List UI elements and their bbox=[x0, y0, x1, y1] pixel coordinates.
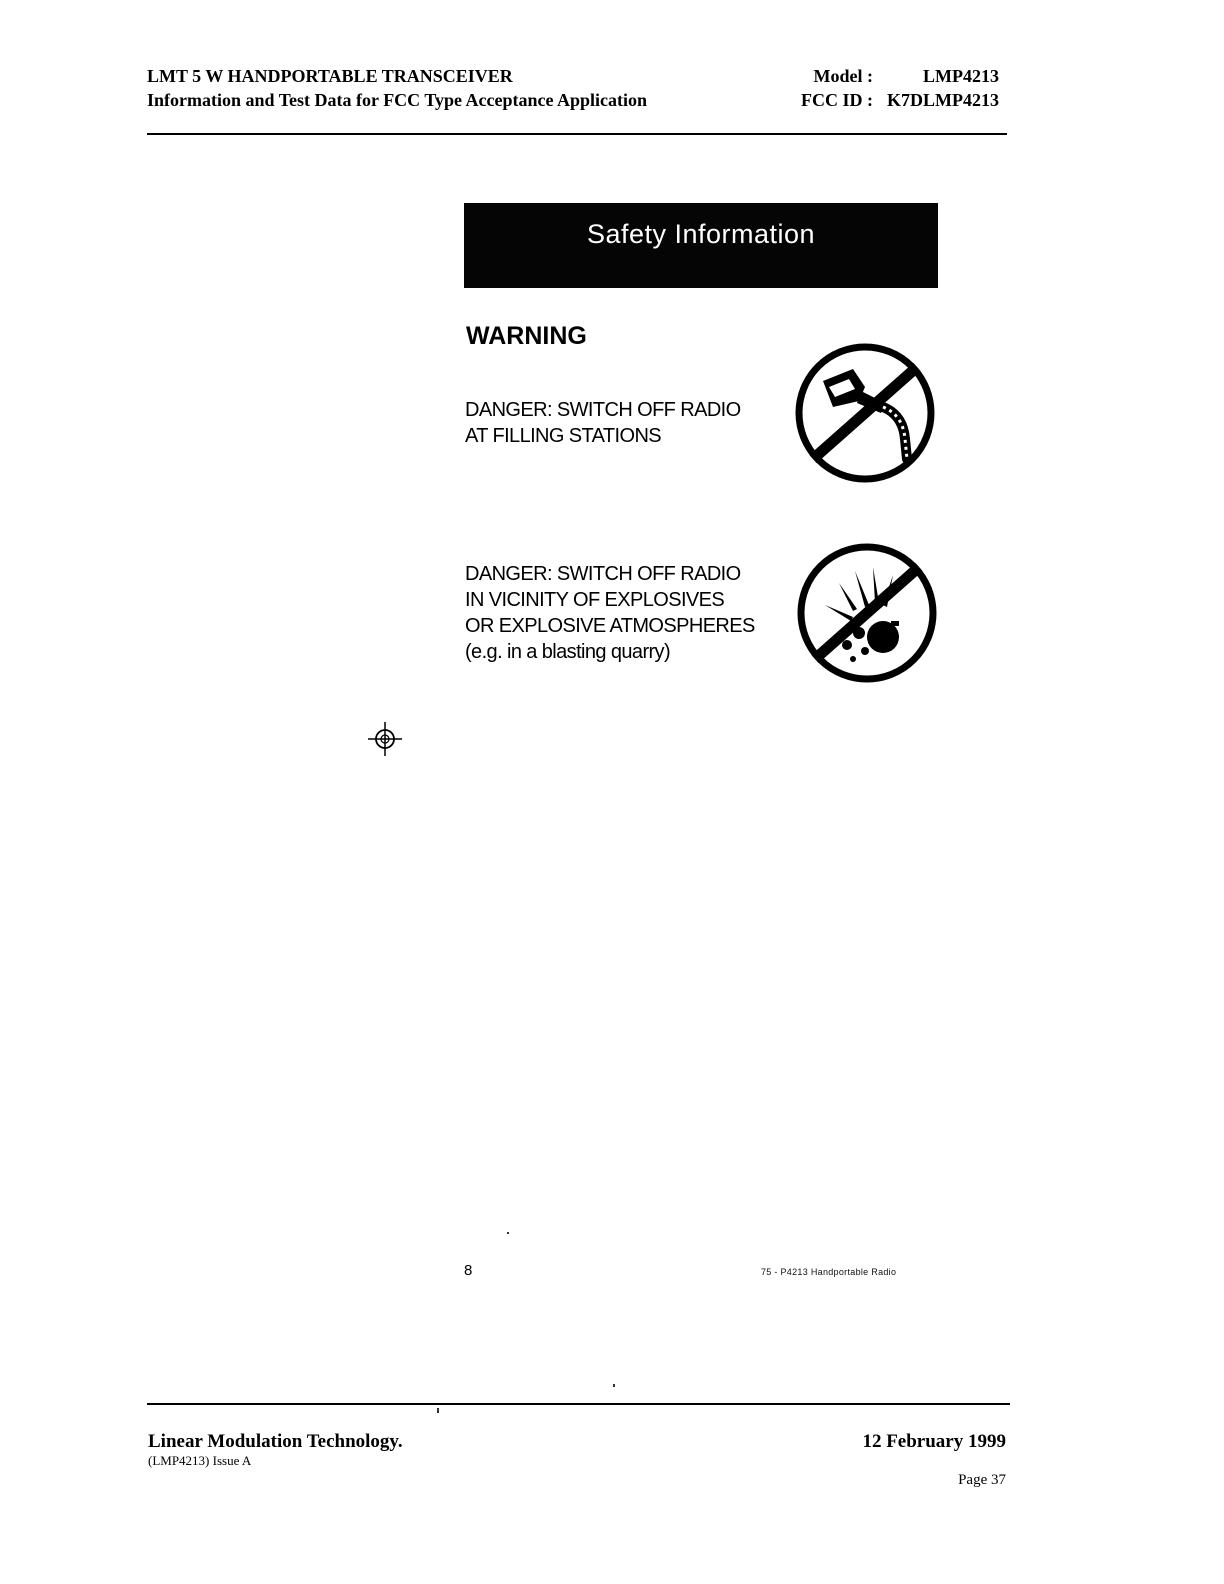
scan-speck bbox=[613, 1384, 615, 1387]
model-label: Model : bbox=[813, 66, 873, 86]
no-fuel-pump-icon bbox=[793, 341, 937, 485]
model-value: LMP4213 bbox=[923, 66, 999, 86]
danger-text-explosives bbox=[465, 561, 755, 665]
danger-text-filling-stations bbox=[465, 397, 741, 449]
danger-line: IN VICINITY OF EXPLOSIVES bbox=[465, 589, 725, 611]
inner-page-footer: 75 - P4213 Handportable Radio bbox=[761, 1267, 897, 1277]
danger-line: AT FILLING STATIONS bbox=[465, 425, 662, 447]
danger-line: OR EXPLOSIVE ATMOSPHERES bbox=[465, 615, 755, 637]
registration-mark-icon bbox=[368, 722, 402, 756]
danger-line: (e.g. in a blasting quarry) bbox=[465, 641, 671, 663]
danger-line: DANGER: SWITCH OFF RADIO bbox=[465, 399, 741, 421]
document-subtitle: Information and Test Data for FCC Type Acceptance Application bbox=[147, 90, 648, 110]
document-header-left bbox=[147, 64, 647, 112]
scan-speck bbox=[507, 1232, 509, 1234]
fcc-id-value: K7DLMP4213 bbox=[887, 90, 999, 110]
fcc-id-label: FCC ID : bbox=[801, 90, 873, 110]
inner-page-number: 8 bbox=[464, 1262, 473, 1279]
scan-speck bbox=[437, 1408, 439, 1413]
footer-date: 12 February 1999 bbox=[862, 1431, 1006, 1452]
no-explosives-icon bbox=[795, 541, 939, 685]
danger-line: DANGER: SWITCH OFF RADIO bbox=[465, 563, 741, 585]
footer-issue: (LMP4213) Issue A bbox=[148, 1453, 252, 1468]
footer-company: Linear Modulation Technology. bbox=[148, 1431, 403, 1452]
section-banner: Safety Information bbox=[464, 203, 938, 288]
header-divider bbox=[147, 133, 1007, 135]
footer-divider bbox=[147, 1403, 1010, 1405]
document-title: LMT 5 W HANDPORTABLE TRANSCEIVER bbox=[147, 66, 513, 86]
warning-heading: WARNING bbox=[466, 322, 587, 350]
document-header-right bbox=[777, 64, 999, 112]
footer-page-number: Page 37 bbox=[958, 1472, 1006, 1488]
